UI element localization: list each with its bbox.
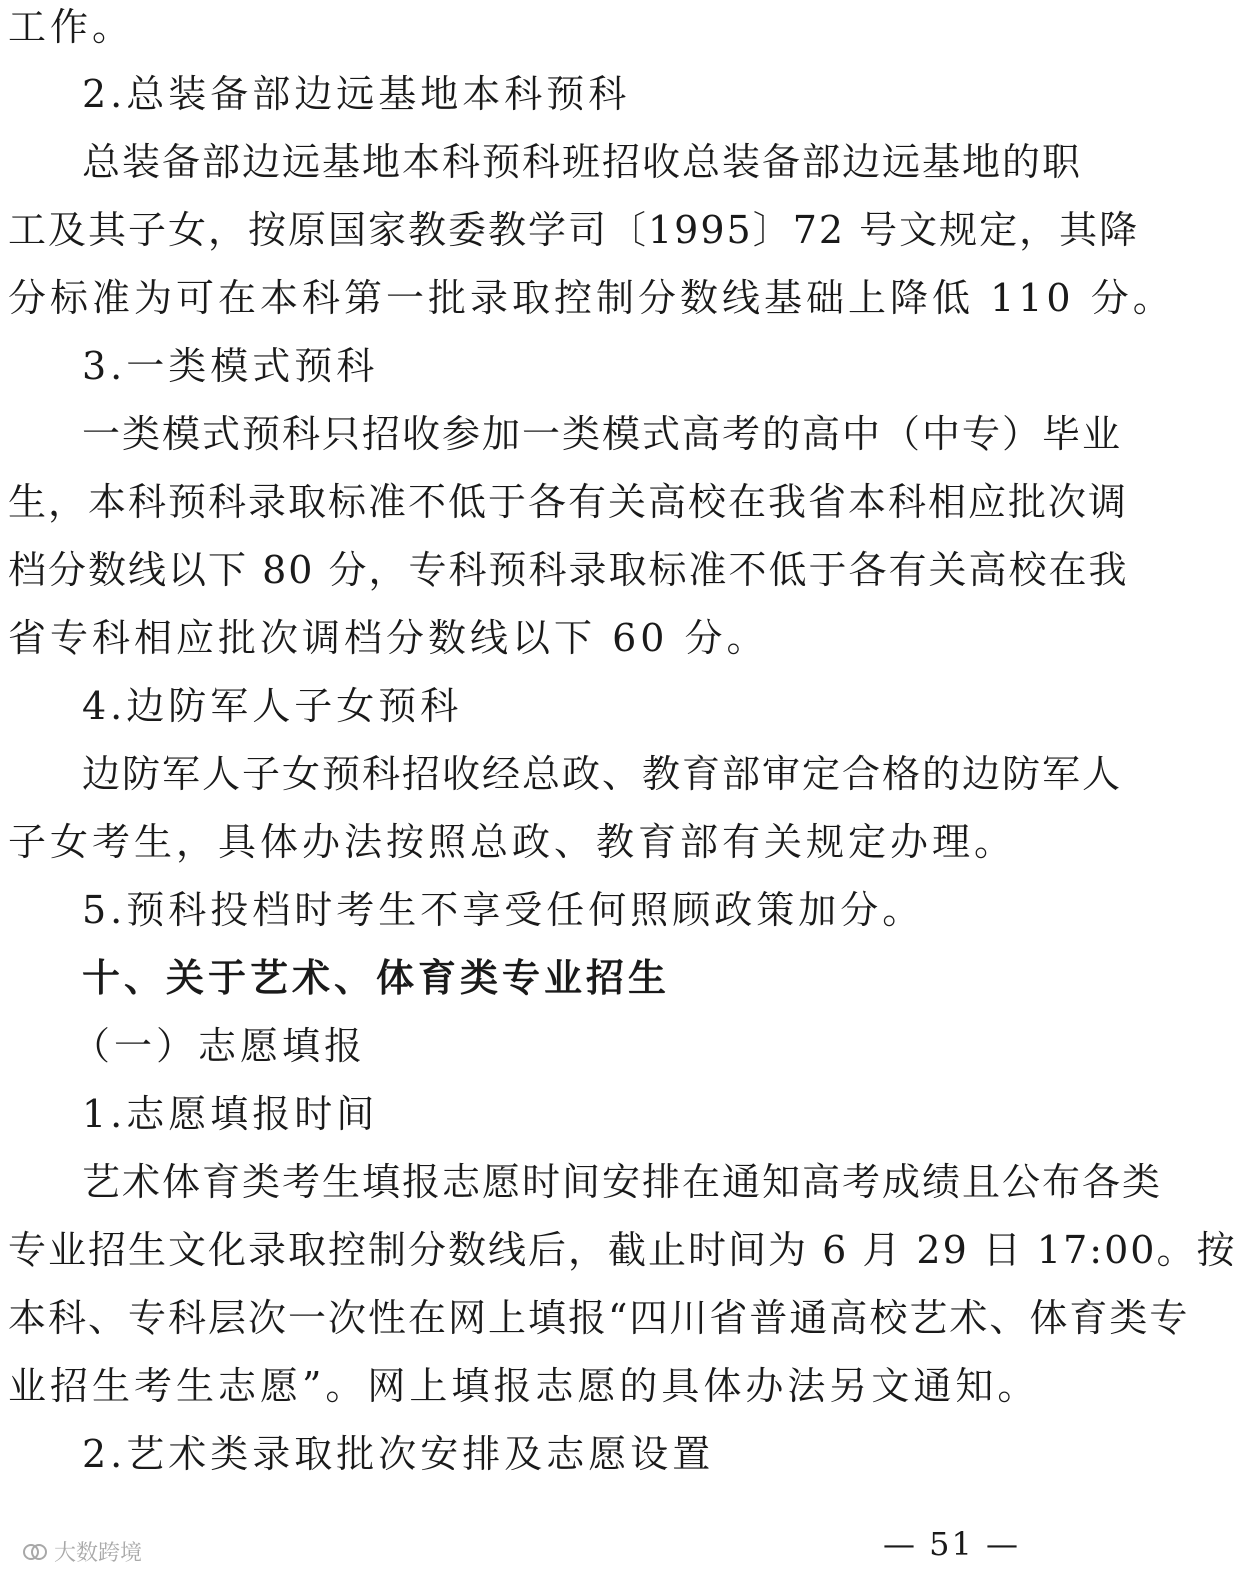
watermark-text: 大数跨境 <box>54 1541 143 1566</box>
subsection-heading: （一）志愿填报 <box>72 1024 367 1068</box>
subheading: 1.志愿填报时间 <box>82 1092 379 1136</box>
text-line: 工作。 <box>8 5 135 49</box>
text-line: 档分数线以下 80 分，专科预科录取标准不低于各有关高校在我 <box>8 548 1129 592</box>
subheading: 3.一类模式预科 <box>82 344 379 388</box>
text-line: 边防军人子女预科招收经总政、教育部审定合格的边防军人 <box>82 752 1123 796</box>
text-line: 工及其子女，按原国家教委教学司〔1995〕72 号文规定，其降 <box>8 208 1140 252</box>
page-number: — 51 — <box>882 1525 1020 1563</box>
text-line: 一类模式预科只招收参加一类模式高考的高中（中专）毕业 <box>82 412 1123 456</box>
subheading: 2.总装备部边远基地本科预科 <box>82 72 631 116</box>
section-heading: 十、关于艺术、体育类专业招生 <box>82 956 671 1000</box>
subheading: 4.边防军人子女预科 <box>82 684 463 728</box>
text-line: 省专科相应批次调档分数线以下 60 分。 <box>8 616 769 660</box>
text-line: 分标准为可在本科第一批录取控制分数线基础上降低 110 分。 <box>8 276 1175 320</box>
text-line: 生，本科预科录取标准不低于各有关高校在我省本科相应批次调 <box>8 480 1129 524</box>
text-line: 专业招生文化录取控制分数线后，截止时间为 6 月 29 日 17:00。按 <box>8 1228 1236 1272</box>
subheading: 2.艺术类录取批次安排及志愿设置 <box>82 1432 715 1476</box>
watermark <box>22 1536 142 1567</box>
text-line: 子女考生，具体办法按照总政、教育部有关规定办理。 <box>8 820 1017 864</box>
text-line: 本科、专科层次一次性在网上填报“四川省普通高校艺术、体育类专 <box>8 1296 1190 1340</box>
text-line: 业招生考生志愿”。网上填报志愿的具体办法另文通知。 <box>8 1364 1040 1408</box>
text-line: 艺术体育类考生填报志愿时间安排在通知高考成绩且公布各类 <box>82 1160 1163 1204</box>
brand-logo-icon <box>22 1539 48 1565</box>
text-line: 总装备部边远基地本科预科班招收总装备部边远基地的职 <box>82 140 1083 184</box>
text-line: 5.预科投档时考生不享受任何照顾政策加分。 <box>82 888 925 932</box>
